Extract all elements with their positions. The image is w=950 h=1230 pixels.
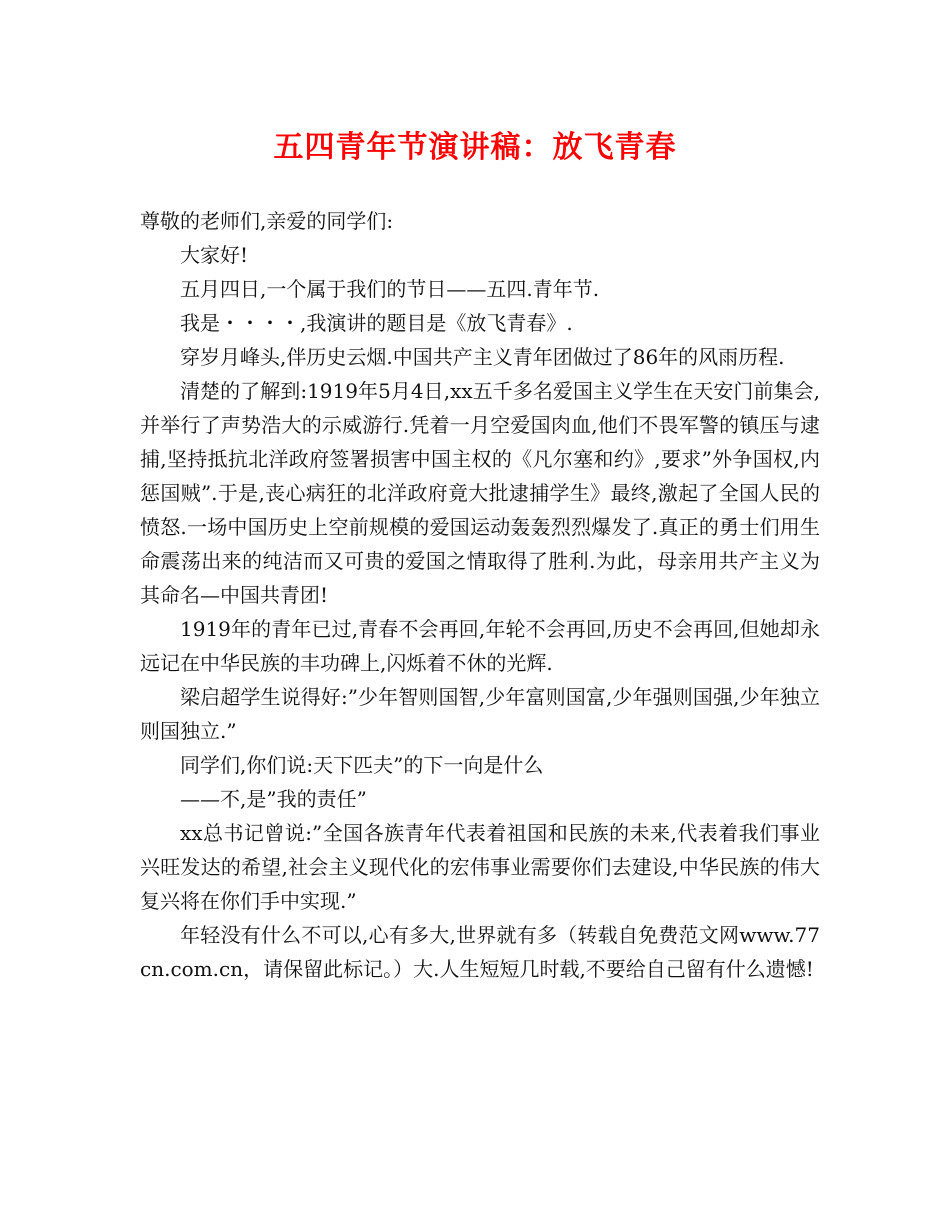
document-title: 五四青年节演讲稿：放飞青春: [273, 130, 677, 165]
body-paragraph: 五月四日,一个属于我们的节日——五四.青年节.: [180, 277, 600, 301]
body-paragraph: xx总书记曾说:”全国各族青年代表着祖国和民族的未来,代表着我们事业兴旺发达的希望,社会主义现代化的宏伟事业需要你们去建设,中华民族的伟大复兴将在你们手中实现.”: [140, 821, 820, 913]
body-paragraph: ——不,是”我的责任”: [180, 787, 367, 811]
body-paragraph: 清楚的了解到:1919年5月4日,xx五千多名爱国主义学生在天安门前集会,并举行了声势浩大的示威游行.凭着一月空爱国肉血,他们不畏军警的镇压与逮捕,坚持抵抗北洋政府签署损害中国主权的《凡尔塞和约》,要求”外争国权,内惩国贼”.于是,丧心病狂的北洋政府竟大批逮捕学生》最终,激起了全国人民的愤怒.一场中国历史上空前规模的爱国运动轰轰烈烈爆发了.真正的勇士们用生命震荡出来的纯洁而又可贵的爱国之情取得了胜利.为此，母亲用共产主义为其命名—中国共青团!: [140, 379, 820, 607]
body-paragraph: 同学们,你们说:天下匹夫”的下一向是什么: [180, 753, 544, 777]
greeting-paragraph: 尊敬的老师们,亲爱的同学们:: [140, 209, 394, 233]
body-paragraph: 1919年的青年已过,青春不会再回,年轮不会再回,历史不会再回,但她却永远记在中华民族的丰功碑上,闪烁着不休的光辉.: [140, 617, 820, 675]
body-paragraph: 我是・・・・,我演讲的题目是《放飞青春》.: [180, 311, 573, 335]
body-paragraph: 穿岁月峰头,伴历史云烟.中国共产主义青年团做过了86年的风雨历程.: [180, 345, 785, 369]
body-paragraph: 年轻没有什么不可以,心有多大,世界就有多（转载自免费范文网www.77cn.com.cn，请保留此标记。）大.人生短短几时载,不要给自己留有什么遗憾!: [140, 923, 820, 981]
document-body: [140, 204, 820, 986]
body-paragraph: 大家好!: [180, 243, 249, 267]
body-paragraph: 梁启超学生说得好:”少年智则国智,少年富则国富,少年强则国强,少年独立则国独立.”: [140, 685, 820, 743]
